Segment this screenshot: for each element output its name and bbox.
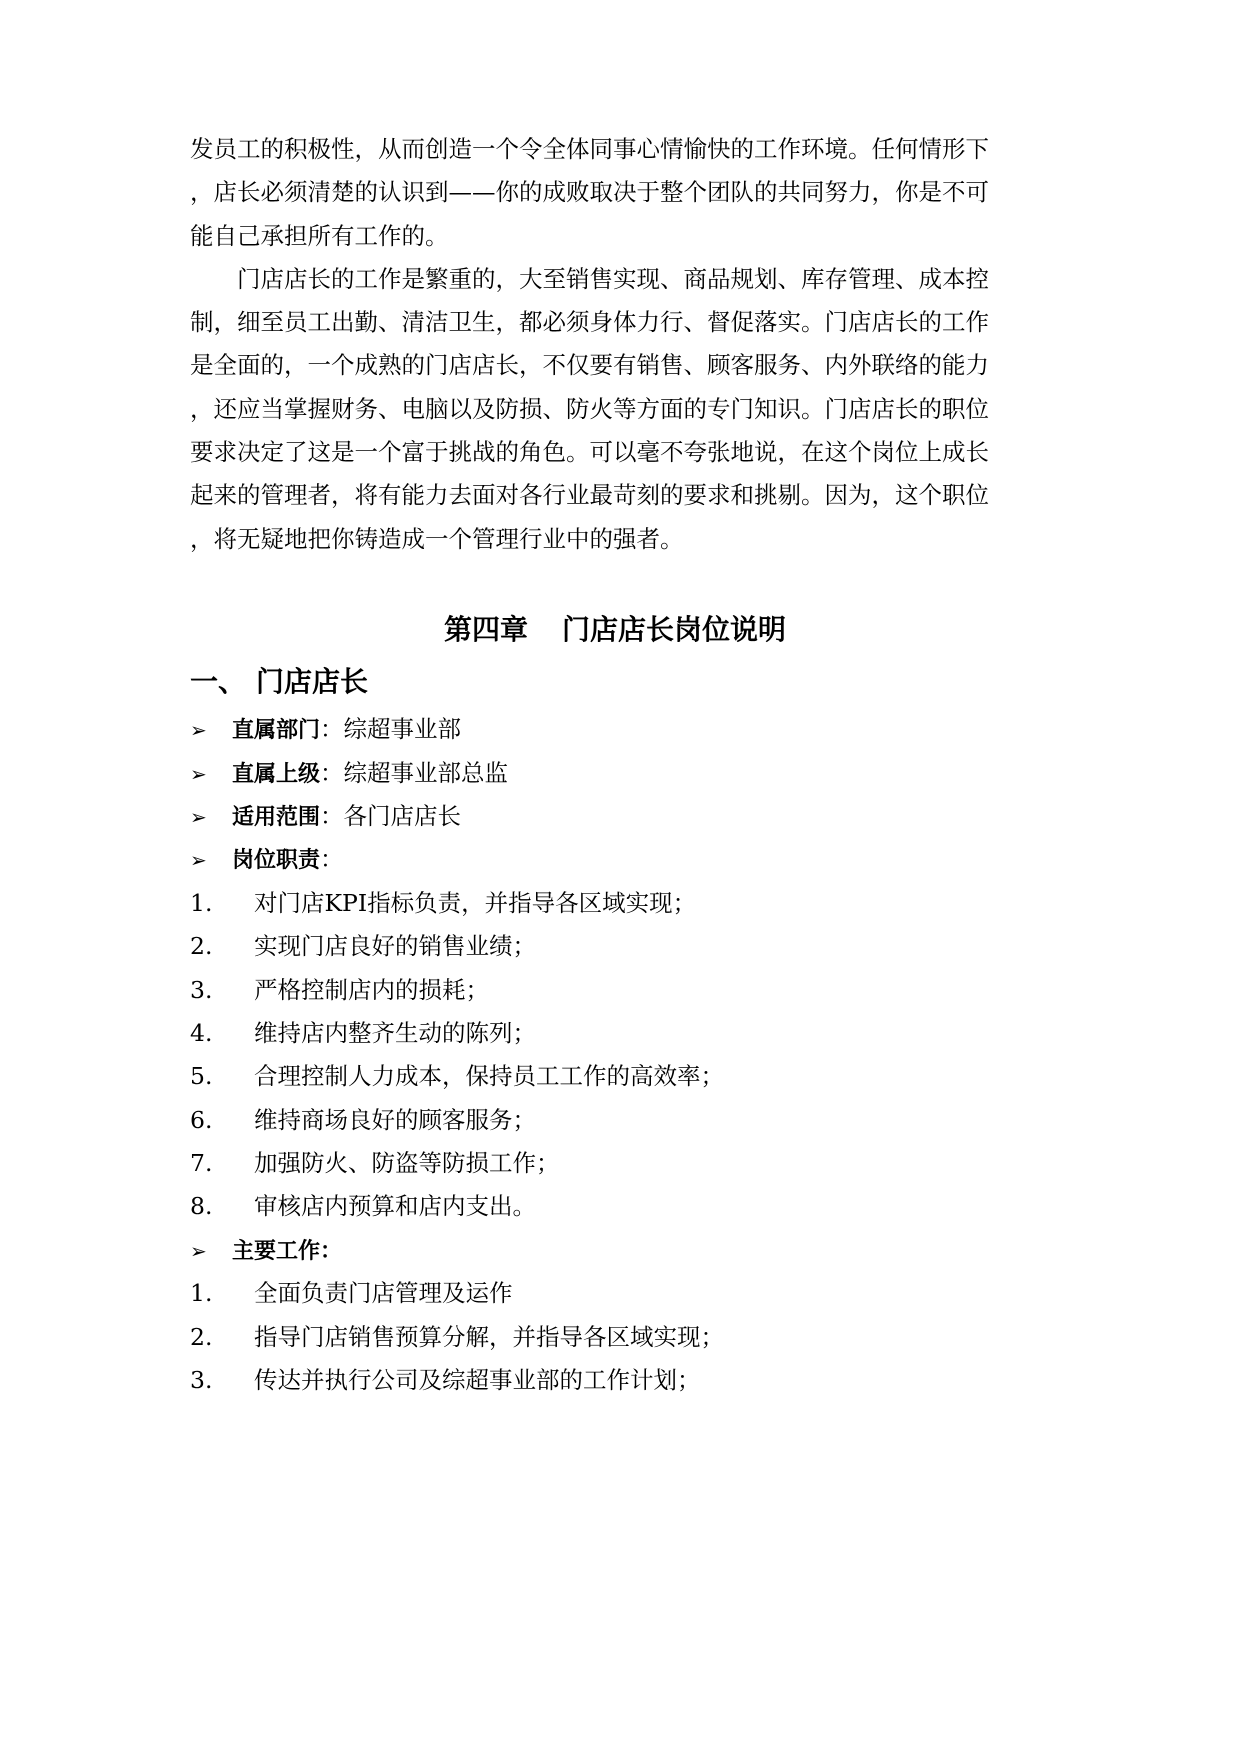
intro-line-10: ，将无疑地把你铸造成一个管理行业中的强者。 — [190, 525, 684, 553]
arrow-bullet-icon: ➢ — [190, 762, 207, 786]
chapter-title — [190, 612, 1040, 648]
chapter-name: 门店店长岗位说明 — [562, 613, 787, 646]
section-number: 一、 — [190, 665, 247, 698]
info-value: ：各门店店长 — [320, 802, 462, 830]
main-work-text: 指导门店销售预算分解，并指导各区域实现； — [254, 1323, 724, 1351]
duty-number: 5. — [190, 1062, 213, 1090]
duty-item — [190, 1148, 560, 1178]
main-work-text: 传达并执行公司及综超事业部的工作计划； — [254, 1366, 701, 1394]
intro-line-4: 门店店长的工作是繁重的，大至销售实现、商品规划、库存管理、成本控 — [190, 265, 989, 293]
duty-text: 合理控制人力成本，保持员工工作的高效率； — [254, 1062, 724, 1090]
main-work-label: 主要工作： — [232, 1239, 343, 1264]
intro-line-5: 制，细至员工出勤、清洁卫生，都必须身体力行、督促落实。门店店长的工作 — [190, 308, 989, 336]
duties-label: 岗位职责 — [232, 848, 321, 873]
info-label: 直属部门 — [232, 718, 321, 743]
intro-line-6: 是全面的，一个成熟的门店店长，不仅要有销售、顾客服务、内外联络的能力 — [190, 351, 989, 379]
intro-line-3: 能自己承担所有工作的。 — [190, 222, 449, 250]
duties-heading — [190, 844, 344, 876]
duty-item — [190, 931, 536, 961]
main-work-item — [190, 1365, 701, 1395]
duty-number: 7. — [190, 1149, 213, 1177]
intro-line-7: ，还应当掌握财务、电脑以及防损、防火等方面的专门知识。门店店长的职位 — [190, 395, 989, 423]
intro-line-8: 要求决定了这是一个富于挑战的角色。可以毫不夸张地说，在这个岗位上成长 — [190, 438, 989, 466]
main-work-number: 3. — [190, 1366, 213, 1394]
main-work-number: 2. — [190, 1323, 213, 1351]
duty-text: 加强防火、防盗等防损工作； — [254, 1149, 560, 1177]
info-label: 直属上级 — [232, 762, 321, 787]
main-work-item — [190, 1278, 513, 1308]
duty-item — [190, 1061, 724, 1091]
duty-item — [190, 1018, 536, 1048]
duty-text: 审核店内预算和店内支出。 — [254, 1192, 536, 1220]
duty-number: 6. — [190, 1106, 213, 1134]
intro-line-1: 发员工的积极性，从而创造一个令全体同事心情愉快的工作环境。任何情形下 — [190, 135, 989, 163]
info-label: 适用范围 — [232, 805, 321, 830]
duty-text: 对门店KPI指标负责，并指导各区域实现； — [254, 889, 697, 917]
info-value: ：综超事业部 — [320, 715, 462, 743]
duty-number: 4. — [190, 1019, 213, 1047]
info-item-department — [190, 714, 461, 746]
duty-text: 严格控制店内的损耗； — [254, 976, 489, 1004]
arrow-bullet-icon: ➢ — [190, 805, 207, 829]
intro-line-9: 起来的管理者，将有能力去面对各行业最苛刻的要求和挑剔。因为，这个职位 — [190, 481, 989, 509]
main-work-text: 全面负责门店管理及运作 — [254, 1279, 513, 1307]
duty-number: 3. — [190, 976, 213, 1004]
main-work-number: 1. — [190, 1279, 213, 1307]
info-item-supervisor — [190, 758, 508, 790]
info-value: ：综超事业部总监 — [320, 759, 509, 787]
intro-line-2: ，店长必须清楚的认识到——你的成败取决于整个团队的共同努力，你是不可 — [190, 178, 989, 206]
duty-text: 维持商场良好的顾客服务； — [254, 1106, 536, 1134]
duty-item — [190, 888, 696, 918]
main-work-item — [190, 1322, 724, 1352]
duty-text: 实现门店良好的销售业绩； — [254, 932, 536, 960]
arrow-bullet-icon: ➢ — [190, 848, 207, 872]
arrow-bullet-icon: ➢ — [190, 718, 207, 742]
duties-suffix: ： — [320, 845, 344, 873]
duty-number: 1. — [190, 889, 213, 917]
duty-item — [190, 1105, 536, 1135]
duty-item — [190, 975, 489, 1005]
section-heading — [190, 664, 368, 700]
info-item-scope — [190, 801, 461, 833]
arrow-bullet-icon: ➢ — [190, 1239, 207, 1263]
chapter-number: 第四章 — [443, 613, 528, 646]
duty-number: 8. — [190, 1192, 213, 1220]
section-title: 门店店长 — [256, 665, 369, 698]
duty-number: 2. — [190, 932, 213, 960]
main-work-heading — [190, 1235, 342, 1267]
duty-text: 维持店内整齐生动的陈列； — [254, 1019, 536, 1047]
duty-item — [190, 1191, 536, 1221]
